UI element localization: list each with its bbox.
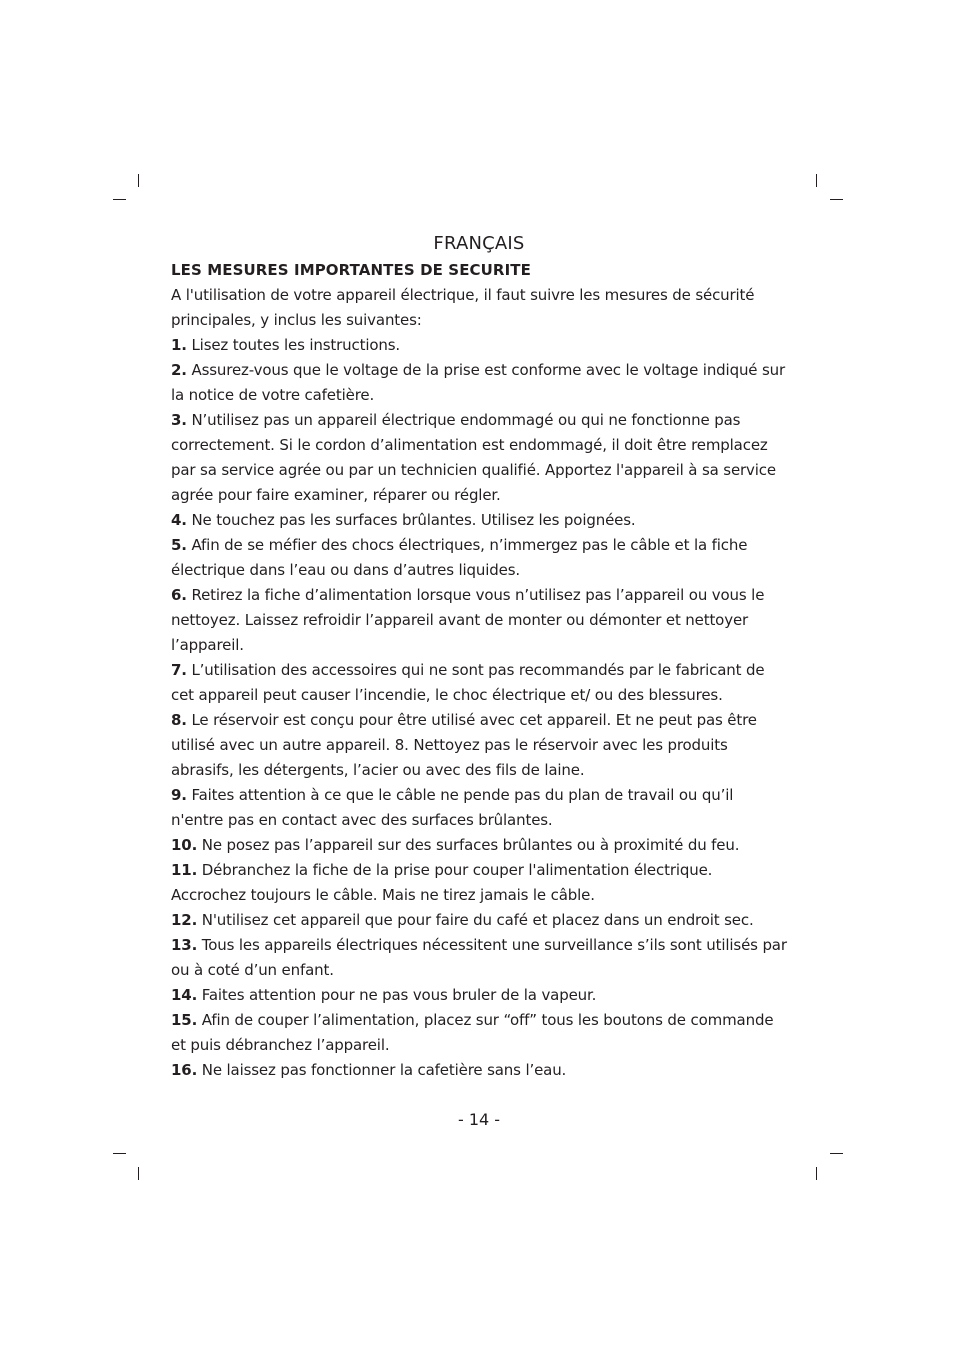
- instruction-number: 6.: [171, 586, 187, 604]
- crop-mark-top-right-horizontal: [830, 199, 843, 200]
- instruction-text: N’utilisez pas un appareil électrique endommagé ou qui ne fonctionne pas correctement. Si le cordon d’alimentation est endommagé, il doit être remplacez par sa service agrée ou par un technicien qualifié. Apportez l'appareil à sa service agrée pour faire examiner, réparer ou régler.: [171, 411, 776, 504]
- instruction-number: 12.: [171, 911, 198, 929]
- instruction-item: [171, 983, 787, 1008]
- instruction-number: 11.: [171, 861, 198, 879]
- safety-instructions-list: [171, 333, 787, 1083]
- instruction-item: [171, 583, 787, 658]
- crop-mark-top-left-horizontal: [113, 199, 126, 200]
- instruction-item: [171, 908, 787, 933]
- crop-mark-bottom-left-horizontal: [113, 1153, 126, 1154]
- instruction-number: 2.: [171, 361, 187, 379]
- instruction-text: Tous les appareils électriques nécessitent une surveillance s’ils sont utilisés par ou à coté d’un enfant.: [171, 936, 787, 979]
- crop-mark-bottom-left-vertical: [138, 1167, 139, 1180]
- document-body: [171, 230, 787, 1083]
- instruction-item: [171, 533, 787, 583]
- instruction-text: Lisez toutes les instructions.: [191, 336, 401, 354]
- instruction-number: 16.: [171, 1061, 198, 1079]
- page-number: - 14 -: [457, 1110, 501, 1129]
- instruction-number: 15.: [171, 1011, 198, 1029]
- instruction-text: Retirez la fiche d’alimentation lorsque vous n’utilisez pas l’appareil ou vous le nettoyez. Laissez refroidir l’appareil avant de monter ou démonter et nettoyer l’appareil.: [171, 586, 765, 654]
- instruction-item: [171, 708, 787, 783]
- instruction-text: Débranchez la fiche de la prise pour couper l'alimentation électrique. Accrochez toujours le câble. Mais ne tirez jamais le câble.: [171, 861, 713, 904]
- instruction-text: Afin de couper l’alimentation, placez sur “off” tous les boutons de commande et puis débranchez l’appareil.: [171, 1011, 774, 1054]
- crop-mark-bottom-right-horizontal: [830, 1153, 843, 1154]
- instruction-number: 3.: [171, 411, 187, 429]
- instruction-item: [171, 358, 787, 408]
- instruction-number: 10.: [171, 836, 198, 854]
- instruction-item: [171, 333, 787, 358]
- instruction-item: [171, 508, 787, 533]
- instruction-item: [171, 833, 787, 858]
- language-title: FRANÇAIS: [433, 233, 525, 254]
- instruction-text: Faites attention pour ne pas vous bruler de la vapeur.: [201, 986, 597, 1004]
- instruction-item: [171, 933, 787, 983]
- instruction-text: Afin de se méfier des chocs électriques, n’immergez pas le câble et la fiche électrique dans l’eau ou dans d’autres liquides.: [171, 536, 748, 579]
- intro-paragraph: A l'utilisation de votre appareil électrique, il faut suivre les mesures de sécurité principales, y inclus les suivantes:: [171, 286, 755, 329]
- instruction-text: Assurez-vous que le voltage de la prise est conforme avec le voltage indiqué sur la notice de votre cafetière.: [171, 361, 786, 404]
- instruction-item: [171, 1008, 787, 1058]
- instruction-text: Ne touchez pas les surfaces brûlantes. Utilisez les poignées.: [191, 511, 636, 529]
- instruction-number: 14.: [171, 986, 198, 1004]
- instruction-text: Faites attention à ce que le câble ne pende pas du plan de travail ou qu’il n'entre pas en contact avec des surfaces brûlantes.: [171, 786, 734, 829]
- instruction-item: [171, 658, 787, 708]
- instruction-item: [171, 858, 787, 908]
- crop-mark-top-left-vertical: [138, 174, 139, 187]
- instruction-text: Ne laissez pas fonctionner la cafetière sans l’eau.: [201, 1061, 567, 1079]
- instruction-text: Ne posez pas l’appareil sur des surfaces brûlantes ou à proximité du feu.: [201, 836, 740, 854]
- crop-mark-top-right-vertical: [816, 174, 817, 187]
- instruction-item: [171, 408, 787, 508]
- instruction-item: [171, 1058, 787, 1083]
- instruction-text: L’utilisation des accessoires qui ne sont pas recommandés par le fabricant de cet appareil peut causer l’incendie, le choc électrique et/ ou des blessures.: [171, 661, 765, 704]
- instruction-number: 5.: [171, 536, 187, 554]
- instruction-text: Le réservoir est conçu pour être utilisé avec cet appareil. Et ne peut pas être utilisé avec un autre appareil. 8. Nettoyez pas le réservoir avec les produits abrasifs, les détergents, l’acier ou avec des fils de laine.: [171, 711, 757, 779]
- instruction-number: 8.: [171, 711, 187, 729]
- instruction-number: 4.: [171, 511, 187, 529]
- instruction-number: 9.: [171, 786, 187, 804]
- instruction-number: 1.: [171, 336, 187, 354]
- instruction-item: [171, 783, 787, 833]
- section-heading: LES MESURES IMPORTANTES DE SECURITE: [171, 261, 531, 279]
- instruction-number: 13.: [171, 936, 198, 954]
- instruction-number: 7.: [171, 661, 187, 679]
- instruction-text: N'utilisez cet appareil que pour faire du café et placez dans un endroit sec.: [201, 911, 754, 929]
- crop-mark-bottom-right-vertical: [816, 1167, 817, 1180]
